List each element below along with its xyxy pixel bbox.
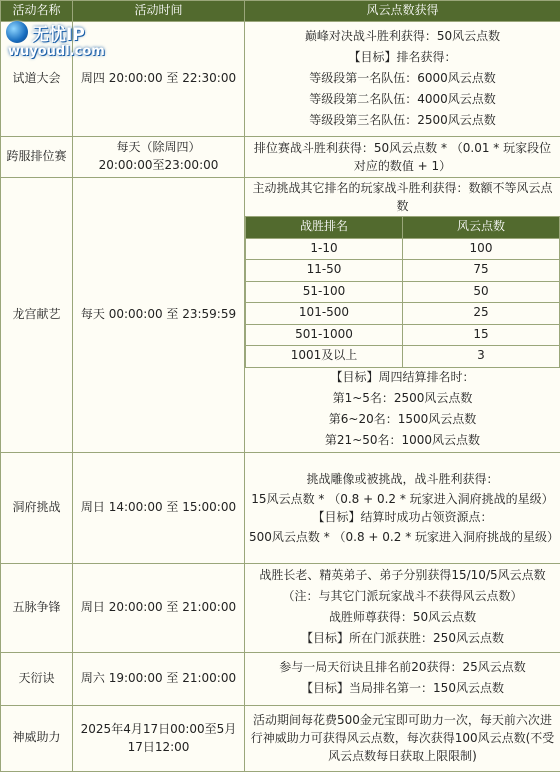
points-cell bbox=[245, 652, 560, 705]
activity-time: 周日 20:00:00 至 21:00:00 bbox=[73, 563, 245, 652]
activity-name: 试道大会 bbox=[1, 22, 73, 137]
activity-time bbox=[73, 137, 245, 178]
time-line: 20:00:00至23:00:00 bbox=[73, 157, 244, 175]
points-line: 参与一局天衍诀且排名前20获得：25风云点数 bbox=[245, 658, 560, 679]
points-line: 【目标】结算时成功占领资源点： bbox=[245, 508, 560, 529]
watermark-logo bbox=[6, 20, 114, 62]
rank-header: 战胜排名 bbox=[246, 217, 403, 239]
points-line: 战胜长老、精英弟子、弟子分别获得15/10/5风云点数 bbox=[245, 566, 560, 587]
points-line: 【目标】当局排名第一：150风云点数 bbox=[245, 679, 560, 700]
points-cell bbox=[245, 705, 560, 771]
activity-time: 每天 00:00:00 至 23:59:59 bbox=[73, 178, 245, 453]
row-dongfu bbox=[1, 452, 560, 563]
row-longgong bbox=[1, 178, 560, 453]
points-line: 巅峰对决战斗胜利获得：50风云点数 bbox=[245, 27, 560, 48]
activity-name: 跨服排位赛 bbox=[1, 137, 73, 178]
activity-time: 周日 14:00:00 至 15:00:00 bbox=[73, 452, 245, 563]
table-row bbox=[246, 303, 560, 325]
points-cell bbox=[245, 452, 560, 563]
points-line: 【目标】所在门派获胜：250风云点数 bbox=[245, 629, 560, 650]
points-cell: 50 bbox=[403, 281, 560, 303]
watermark-url: wuyoudl.com bbox=[8, 44, 114, 59]
row-kuafu bbox=[1, 137, 560, 178]
points-cell bbox=[245, 178, 560, 453]
points-line: 【目标】周四结算排名时： bbox=[245, 368, 560, 389]
points-line: 等级段第二名队伍：4000风云点数 bbox=[245, 90, 560, 111]
points-text: 活动期间每花费500金元宝即可助力一次，每天前六次进行神威助力可获得风云点数，每次获得100风云点数(不受风云点数每日获取上限限制) bbox=[245, 709, 560, 767]
row-shenwei bbox=[1, 705, 560, 771]
activity-name: 五脉争锋 bbox=[1, 563, 73, 652]
points-cell bbox=[245, 137, 560, 178]
row-tianyan bbox=[1, 652, 560, 705]
points-cell: 25 bbox=[403, 303, 560, 325]
points-line: 等级段第一名队伍：6000风云点数 bbox=[245, 69, 560, 90]
points-line: 第1~5名：2500风云点数 bbox=[245, 389, 560, 410]
points-line: 战胜师尊获得：50风云点数 bbox=[245, 608, 560, 629]
activity-time bbox=[73, 705, 245, 771]
time-line: 每天（除周四） bbox=[73, 139, 244, 157]
rank-cell: 51-100 bbox=[246, 281, 403, 303]
rank-cell: 101-500 bbox=[246, 303, 403, 325]
points-line: 等级段第三名队伍：2500风云点数 bbox=[245, 111, 560, 132]
points-line: 第21~50名：1000风云点数 bbox=[245, 431, 560, 452]
rank-cell: 11-50 bbox=[246, 260, 403, 282]
points-line: 【目标】排名获得： bbox=[245, 48, 560, 69]
points-line: （注：与其它门派玩家战斗不获得风云点数） bbox=[245, 587, 560, 608]
points-cell bbox=[245, 22, 560, 137]
rank-cell: 1-10 bbox=[246, 238, 403, 260]
activity-name: 洞府挑战 bbox=[1, 452, 73, 563]
rank-cell: 1001及以上 bbox=[246, 346, 403, 368]
activity-name: 天衍诀 bbox=[1, 652, 73, 705]
time-text: 2025年4月17日00:00至5月17日12:00 bbox=[73, 718, 244, 758]
points-cell bbox=[245, 563, 560, 652]
points-text: 排位赛战斗胜利获得：50风云点数 * （0.01 * 玩家段位对应的数值 + 1） bbox=[245, 137, 560, 177]
header-row bbox=[1, 1, 560, 22]
points-text: 主动挑战其它排名的玩家战斗胜利获得：数额不等风云点数 bbox=[245, 178, 560, 216]
activity-time: 周六 19:00:00 至 21:00:00 bbox=[73, 652, 245, 705]
rank-cell: 501-1000 bbox=[246, 324, 403, 346]
header-points: 风云点数获得 bbox=[245, 1, 560, 22]
header-time: 活动时间 bbox=[73, 1, 245, 22]
table-row bbox=[246, 260, 560, 282]
points-line: 挑战雕像或被挑战，战斗胜利获得： bbox=[245, 470, 560, 491]
rank-table bbox=[245, 216, 560, 368]
points-cell: 3 bbox=[403, 346, 560, 368]
points-cell: 100 bbox=[403, 238, 560, 260]
points-line: 第6~20名：1500风云点数 bbox=[245, 410, 560, 431]
rank-table-header bbox=[246, 217, 560, 239]
points-text: 500风云点数 * （0.8 + 0.2 * 玩家进入洞府挑战的星级） bbox=[245, 529, 560, 546]
header-name: 活动名称 bbox=[1, 1, 73, 22]
points-text: 15风云点数 * （0.8 + 0.2 * 玩家进入洞府挑战的星级） bbox=[245, 491, 560, 508]
table-row bbox=[246, 238, 560, 260]
rank-points-header: 风云点数 bbox=[403, 217, 560, 239]
table-row bbox=[246, 346, 560, 368]
activity-time: 周四 20:00:00 至 22:30:00 bbox=[73, 22, 245, 137]
table-row bbox=[246, 281, 560, 303]
activity-name: 神威助力 bbox=[1, 705, 73, 771]
activity-name: 龙宫献艺 bbox=[1, 178, 73, 453]
globe-icon bbox=[6, 21, 28, 43]
row-wumai bbox=[1, 563, 560, 652]
table-row bbox=[246, 324, 560, 346]
points-cell: 75 bbox=[403, 260, 560, 282]
watermark-brand: 无忧IP bbox=[32, 20, 85, 45]
points-cell: 15 bbox=[403, 324, 560, 346]
